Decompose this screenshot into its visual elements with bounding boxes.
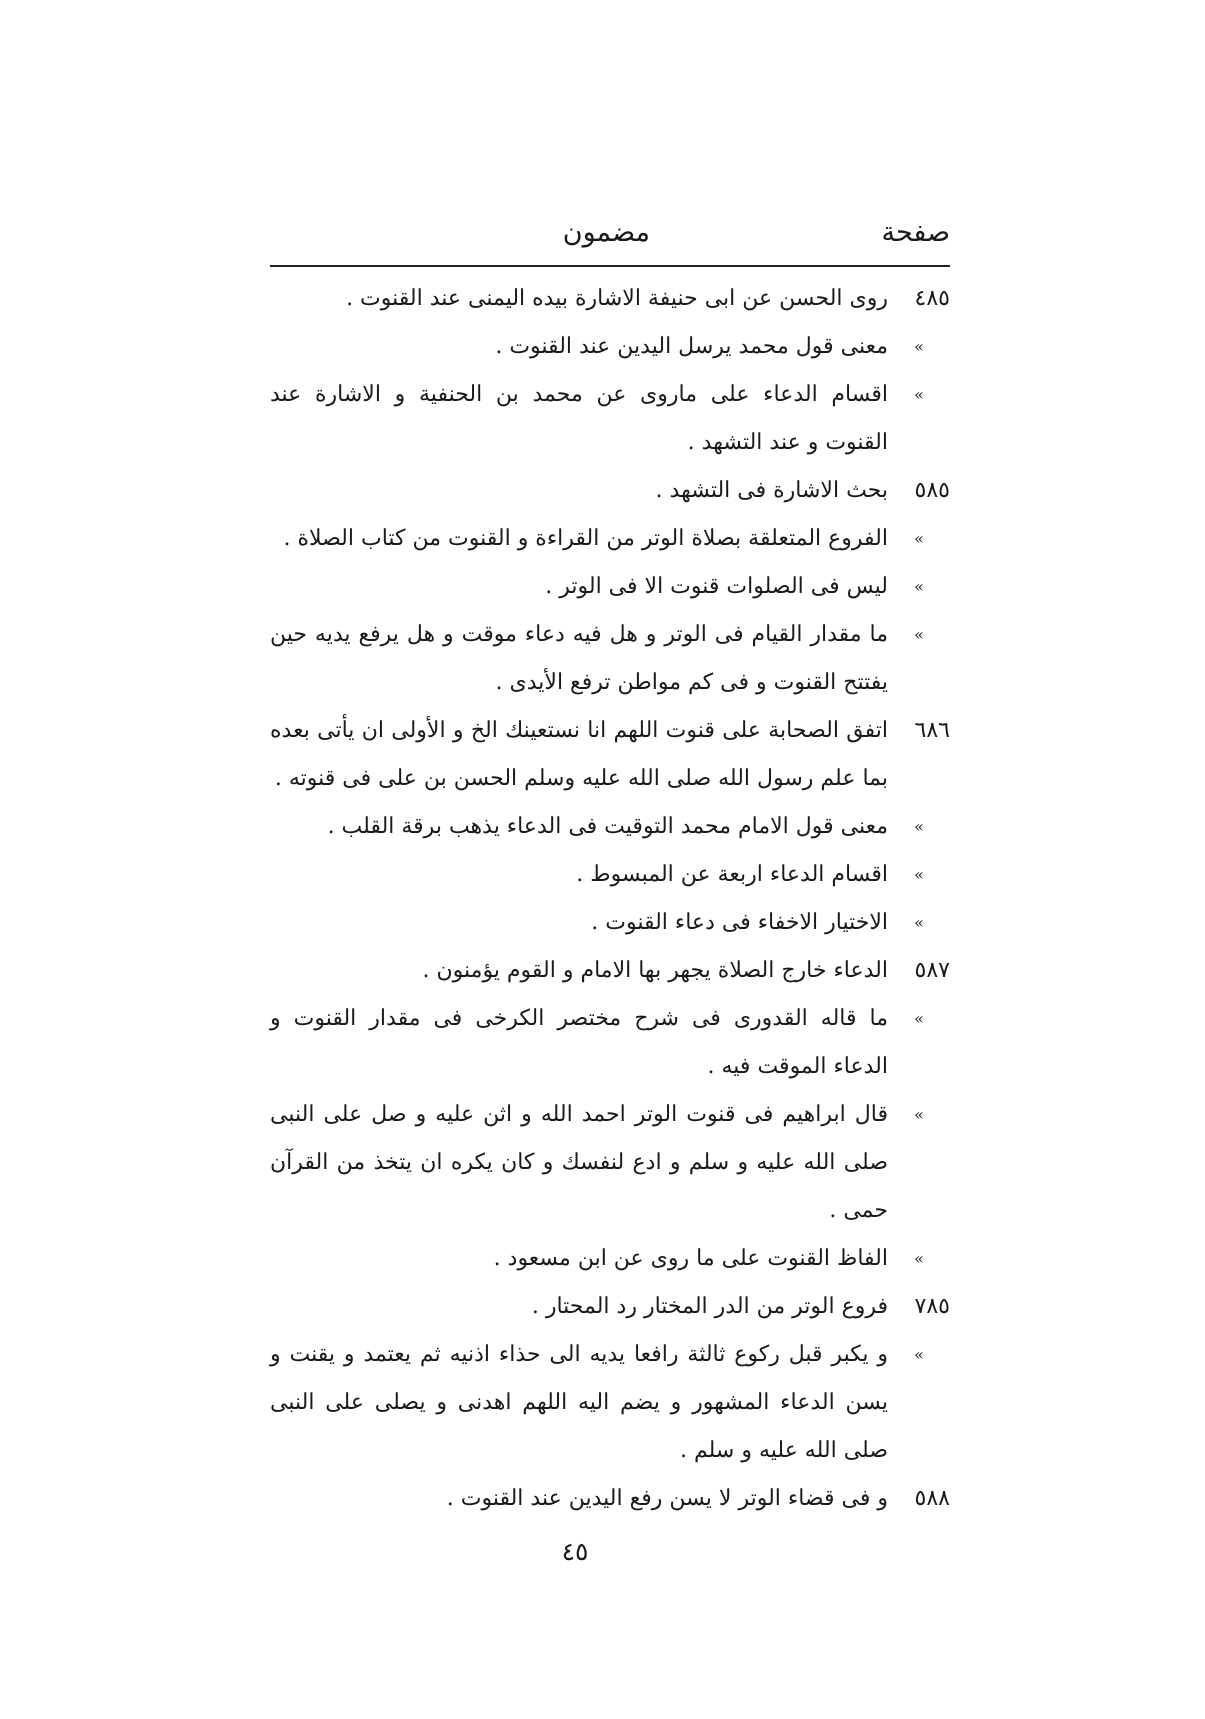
entry-page-number: ٥٨٨	[914, 1486, 950, 1511]
list-item	[270, 275, 950, 323]
entry-text: و يكبر قبل ركوع ثالثة رافعا يديه الى حذاء اذنيه ثم يعتمد و يقنت و يسن الدعاء المشهور و يضم اليه اللهم اهدنى و يصلى على النبى صلى الله عليه و سلم .	[270, 1342, 888, 1463]
entry-ditto-mark: »	[914, 577, 924, 596]
entry-text: الدعاء خارج الصلاة يجهر بها الامام و القوم يؤمنون .	[422, 958, 888, 983]
entry-text: ما قاله القدورى فى شرح مختصر الكرخى فى مقدار القنوت و الدعاء الموقت فيه .	[270, 1006, 888, 1079]
entries-list	[270, 275, 950, 1523]
list-item	[270, 851, 950, 899]
entry-ditto-mark: »	[914, 865, 924, 884]
entry-text: ليس فى الصلوات قنوت الا فى الوتر .	[545, 574, 888, 599]
entry-text: روى الحسن عن ابى حنيفة الاشارة بيده اليمنى عند القنوت .	[346, 286, 888, 311]
entry-text: اقسام الدعاء اربعة عن المبسوط .	[576, 862, 888, 887]
list-item	[270, 899, 950, 947]
page-column-heading: صفحة	[881, 217, 950, 248]
entry-text: ما مقدار القيام فى الوتر و هل فيه دعاء موقت و هل يرفع يديه حين يفتتح القنوت و فى كم مواطن ترفع الأيدى .	[270, 622, 888, 695]
list-item	[270, 1331, 950, 1475]
list-item	[270, 947, 950, 995]
list-item	[270, 1475, 950, 1523]
list-item	[270, 1283, 950, 1331]
entry-text: الفاظ القنوت على ما روى عن ابن مسعود .	[493, 1246, 888, 1271]
entry-page-number: ٧٨٥	[914, 1294, 950, 1319]
list-item	[270, 323, 950, 371]
entry-ditto-mark: »	[914, 385, 924, 404]
entry-ditto-mark: »	[914, 337, 924, 356]
table-header	[270, 205, 950, 267]
list-item	[270, 467, 950, 515]
entry-text: و فى قضاء الوتر لا يسن رفع اليدين عند القنوت .	[446, 1486, 888, 1511]
entry-ditto-mark: »	[914, 1009, 924, 1028]
entry-text: بحث الاشارة فى التشهد .	[655, 478, 888, 503]
entry-ditto-mark: »	[914, 913, 924, 932]
entry-page-number: ٦٨٦	[914, 718, 950, 743]
entry-ditto-mark: »	[914, 529, 924, 548]
list-item	[270, 515, 950, 563]
list-item	[270, 371, 950, 467]
entry-text: معنى قول محمد يرسل اليدين عند القنوت .	[495, 334, 888, 359]
entry-page-number: ٥٨٧	[914, 958, 950, 983]
list-item	[270, 1235, 950, 1283]
entry-text: معنى قول الامام محمد التوقيت فى الدعاء يذهب برقة القلب .	[327, 814, 888, 839]
entry-page-number: ٤٨٥	[914, 286, 950, 311]
entry-text: قال ابراهيم فى قنوت الوتر احمد الله و اثن عليه و صل على النبى صلى الله عليه و سلم و ادع لنفسك و كان يكره ان يتخذ من القرآن حمى .	[270, 1102, 888, 1223]
list-item	[270, 803, 950, 851]
entry-text: الفروع المتعلقة بصلاة الوتر من القراءة و القنوت من كتاب الصلاة .	[283, 526, 888, 551]
list-item	[270, 563, 950, 611]
entry-text: الاختيار الاخفاء فى دعاء القنوت .	[591, 910, 888, 935]
list-item	[270, 995, 950, 1091]
subject-column-heading: مضمون	[562, 217, 650, 248]
entry-ditto-mark: »	[914, 625, 924, 644]
entry-text: اقسام الدعاء على ماروى عن محمد بن الحنفية و الاشارة عند القنوت و عند التشهد .	[270, 382, 888, 455]
entry-ditto-mark: »	[914, 1345, 924, 1364]
entry-ditto-mark: »	[914, 1249, 924, 1268]
entry-ditto-mark: »	[914, 1105, 924, 1124]
list-item	[270, 611, 950, 707]
entry-page-number: ٥٨٥	[914, 478, 950, 503]
entry-ditto-mark: »	[914, 817, 924, 836]
entry-text: فروع الوتر من الدر المختار رد المحتار .	[531, 1294, 888, 1319]
page-number: ٤٥	[561, 1537, 589, 1566]
entry-text: اتفق الصحابة على قنوت اللهم انا نستعينك الخ و الأولى ان يأتى بعده بما علم رسول الله صلى الله عليه وسلم الحسن بن على فى قنوته .	[270, 718, 888, 791]
index-page	[270, 205, 950, 1566]
list-item	[270, 707, 950, 803]
list-item	[270, 1091, 950, 1235]
